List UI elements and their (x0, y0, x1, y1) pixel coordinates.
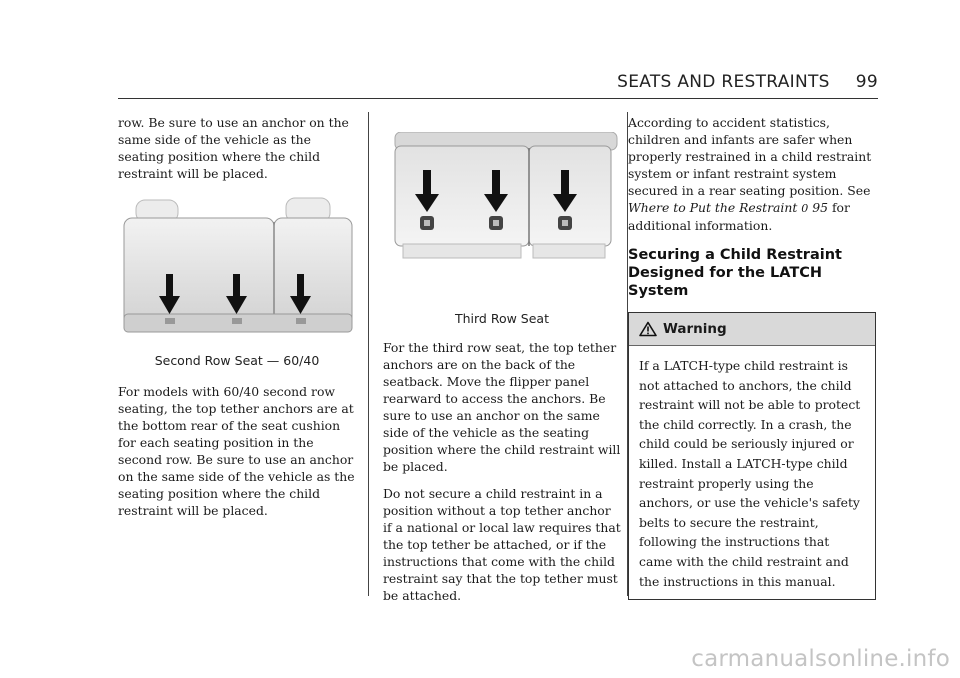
cross-reference-link[interactable]: Where to Put the Restraint (628, 200, 798, 215)
second-row-seat-figure (118, 192, 356, 344)
warning-box (628, 312, 876, 600)
warning-header (629, 313, 875, 346)
page-number: 99 (855, 72, 878, 92)
section-title: SEATS AND RESTRAINTS (617, 72, 830, 92)
paragraph: For models with 60/40 second row seating, the top tether anchors are at the bottom rear of the seat cushion for each seating position in the second row. Be sure to use an anchor on the same side of the vehicle as the seating position where the child restraint will be placed. (118, 384, 355, 518)
warning-body: If a LATCH-type child restraint is not attached to anchors, the child restraint will not be able to protect the child correctly. In a crash, the child could be seriously injured or killed. Install a LATCH-type child restraint properly using the anchors, or use the vehicle's safety belts to secure the restraint, following the instructions that came with the child restraint and the instructions in this manual. (639, 358, 861, 589)
header-rule (118, 98, 878, 99)
watermark: carmanualsonline.info (691, 646, 950, 672)
page-ref-number[interactable]: 95 (812, 200, 829, 215)
section-heading: Securing a Child Restraint Designed for the LATCH System (628, 247, 842, 299)
paragraph: For the third row seat, the top tether anchors are on the back of the seatback. Move the flipper panel rearward to access the anchors. Be sure to use an anchor on the same side of the vehicle as the seating position where the child restraint will be placed. (383, 340, 621, 474)
column-divider-1 (368, 112, 369, 596)
warning-triangle-icon (639, 321, 657, 337)
column-1 (118, 114, 356, 529)
paragraph: Do not secure a child restraint in a position without a top tether anchor if a national or local law requires that the top tether be attached, or if the instructions that come with the child restraint say that the top tether must be attached. (383, 486, 621, 603)
column-3 (628, 114, 878, 600)
text: for additional information. (628, 200, 850, 233)
figure-caption: Second Row Seat — 60/40 (154, 353, 320, 368)
page-header (0, 72, 878, 92)
figure-caption: Third Row Seat (454, 311, 549, 326)
paragraph (628, 114, 878, 234)
text: According to accident statistics, children and infants are safer when properly restrained in a child restraint system or infant restraint system secured in a rear seating position. See (628, 115, 872, 198)
column-2 (383, 114, 621, 614)
third-row-seat-figure (383, 132, 621, 308)
warning-title: Warning (663, 321, 727, 337)
page-ref-symbol: 0 (801, 202, 809, 215)
paragraph: row. Be sure to use an anchor on the same side of the vehicle as the seating position where the child restraint will be placed. (118, 115, 349, 181)
